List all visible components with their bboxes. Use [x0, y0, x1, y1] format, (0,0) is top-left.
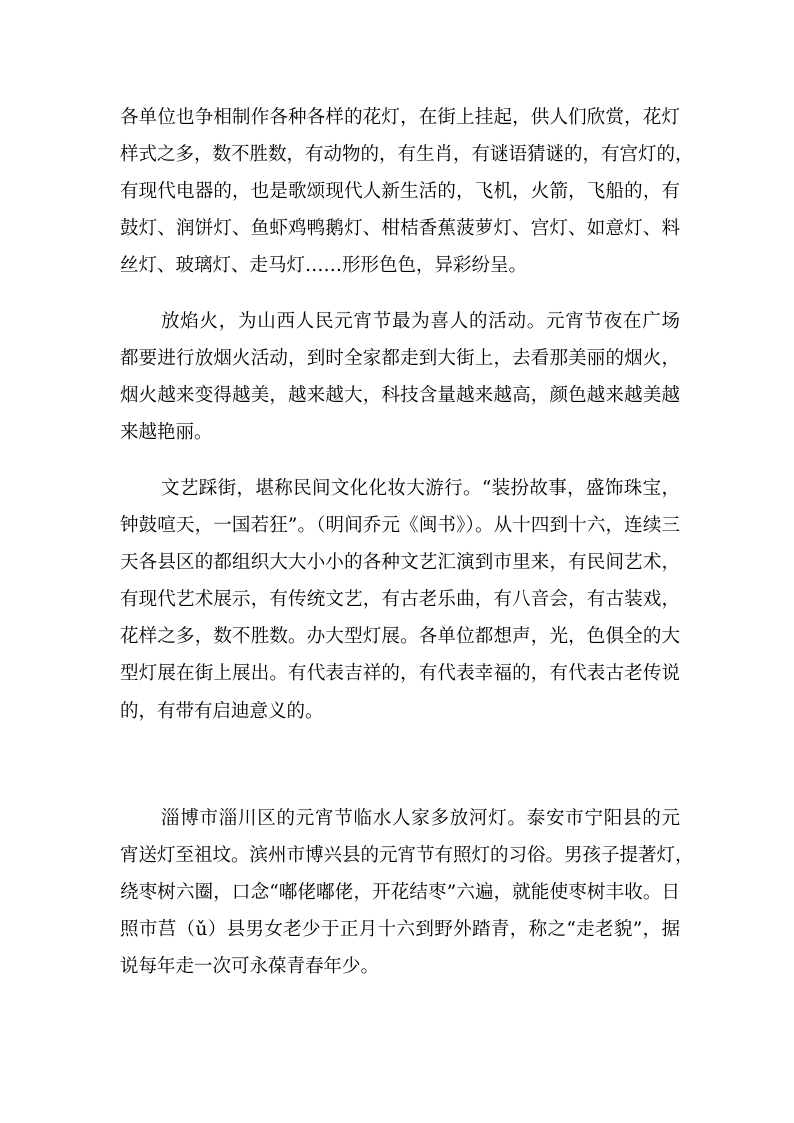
text-line: 照市莒（ǔ）县男女老少于正月十六到野外踏青，称之“走老貌”，据 [120, 919, 680, 941]
paragraph-fireworks [120, 303, 680, 451]
paragraph-street-parade [120, 470, 680, 730]
text-line: 的，有带有启迪意义的。 [120, 700, 324, 722]
text-line: 花样之多，数不胜数。办大型灯展。各单位都想声，光，色俱全的大 [120, 626, 680, 648]
text-line: 有现代艺术展示，有传统文艺，有古老乐曲，有八音会，有古装戏， [120, 589, 680, 611]
text-line: 宵送灯至祖坟。滨州市博兴县的元宵节有照灯的习俗。男孩子提著灯， [120, 845, 694, 867]
text-line: 鼓灯、润饼灯、鱼虾鸡鸭鹅灯、柑桔香蕉菠萝灯、宫灯、如意灯、料 [120, 218, 680, 240]
text-line: 放焰火，为山西人民元宵节最为喜人的活动。元宵节夜在广场 [161, 311, 680, 332]
text-line: 都要进行放烟火活动，到时全家都走到大街上，去看那美丽的烟火， [120, 348, 680, 370]
text-line: 绕枣树六圈，口念“嘟佬嘟佬，开花结枣”六遍，就能使枣树丰收。日 [120, 882, 680, 904]
paragraph-lanterns [120, 99, 694, 284]
text-line: 烟火越来变得越美，越来越大，科技含量越来越高，颜色越来越美越 [120, 385, 680, 407]
text-line: 型灯展在街上展出。有代表吉祥的，有代表幸福的，有代表古老传说 [120, 663, 680, 685]
text-line: 天各县区的都组织大大小小的各种文艺汇演到市里来，有民间艺术， [120, 552, 680, 574]
text-line: 各单位也争相制作各种各样的花灯，在街上挂起，供人们欣赏，花灯 [120, 107, 680, 128]
text-line: 文艺踩街，堪称民间文化化妆大游行。“装扮故事，盛饰珠宝， [161, 478, 680, 499]
text-line: 来越艳丽。 [120, 422, 213, 444]
text-line: 有现代电器的，也是歌颂现代人新生活的，飞机，火箭，飞船的，有 [120, 181, 680, 203]
text-line: 丝灯、玻璃灯、走马灯……形形色色，异彩纷呈。 [120, 255, 528, 277]
text-line: 说每年走一次可永葆青春年少。 [120, 956, 380, 978]
text-line: 钟鼓喧天，一国若狂”。（明间乔元《闽书》）。从十四到十六，连续三 [120, 515, 680, 537]
text-line: 淄博市淄川区的元宵节临水人家多放河灯。泰安市宁阳县的元 [161, 808, 680, 829]
paragraph-shandong-customs [120, 800, 694, 985]
text-line: 样式之多，数不胜数，有动物的，有生肖，有谜语猜谜的，有宫灯的， [120, 144, 694, 166]
